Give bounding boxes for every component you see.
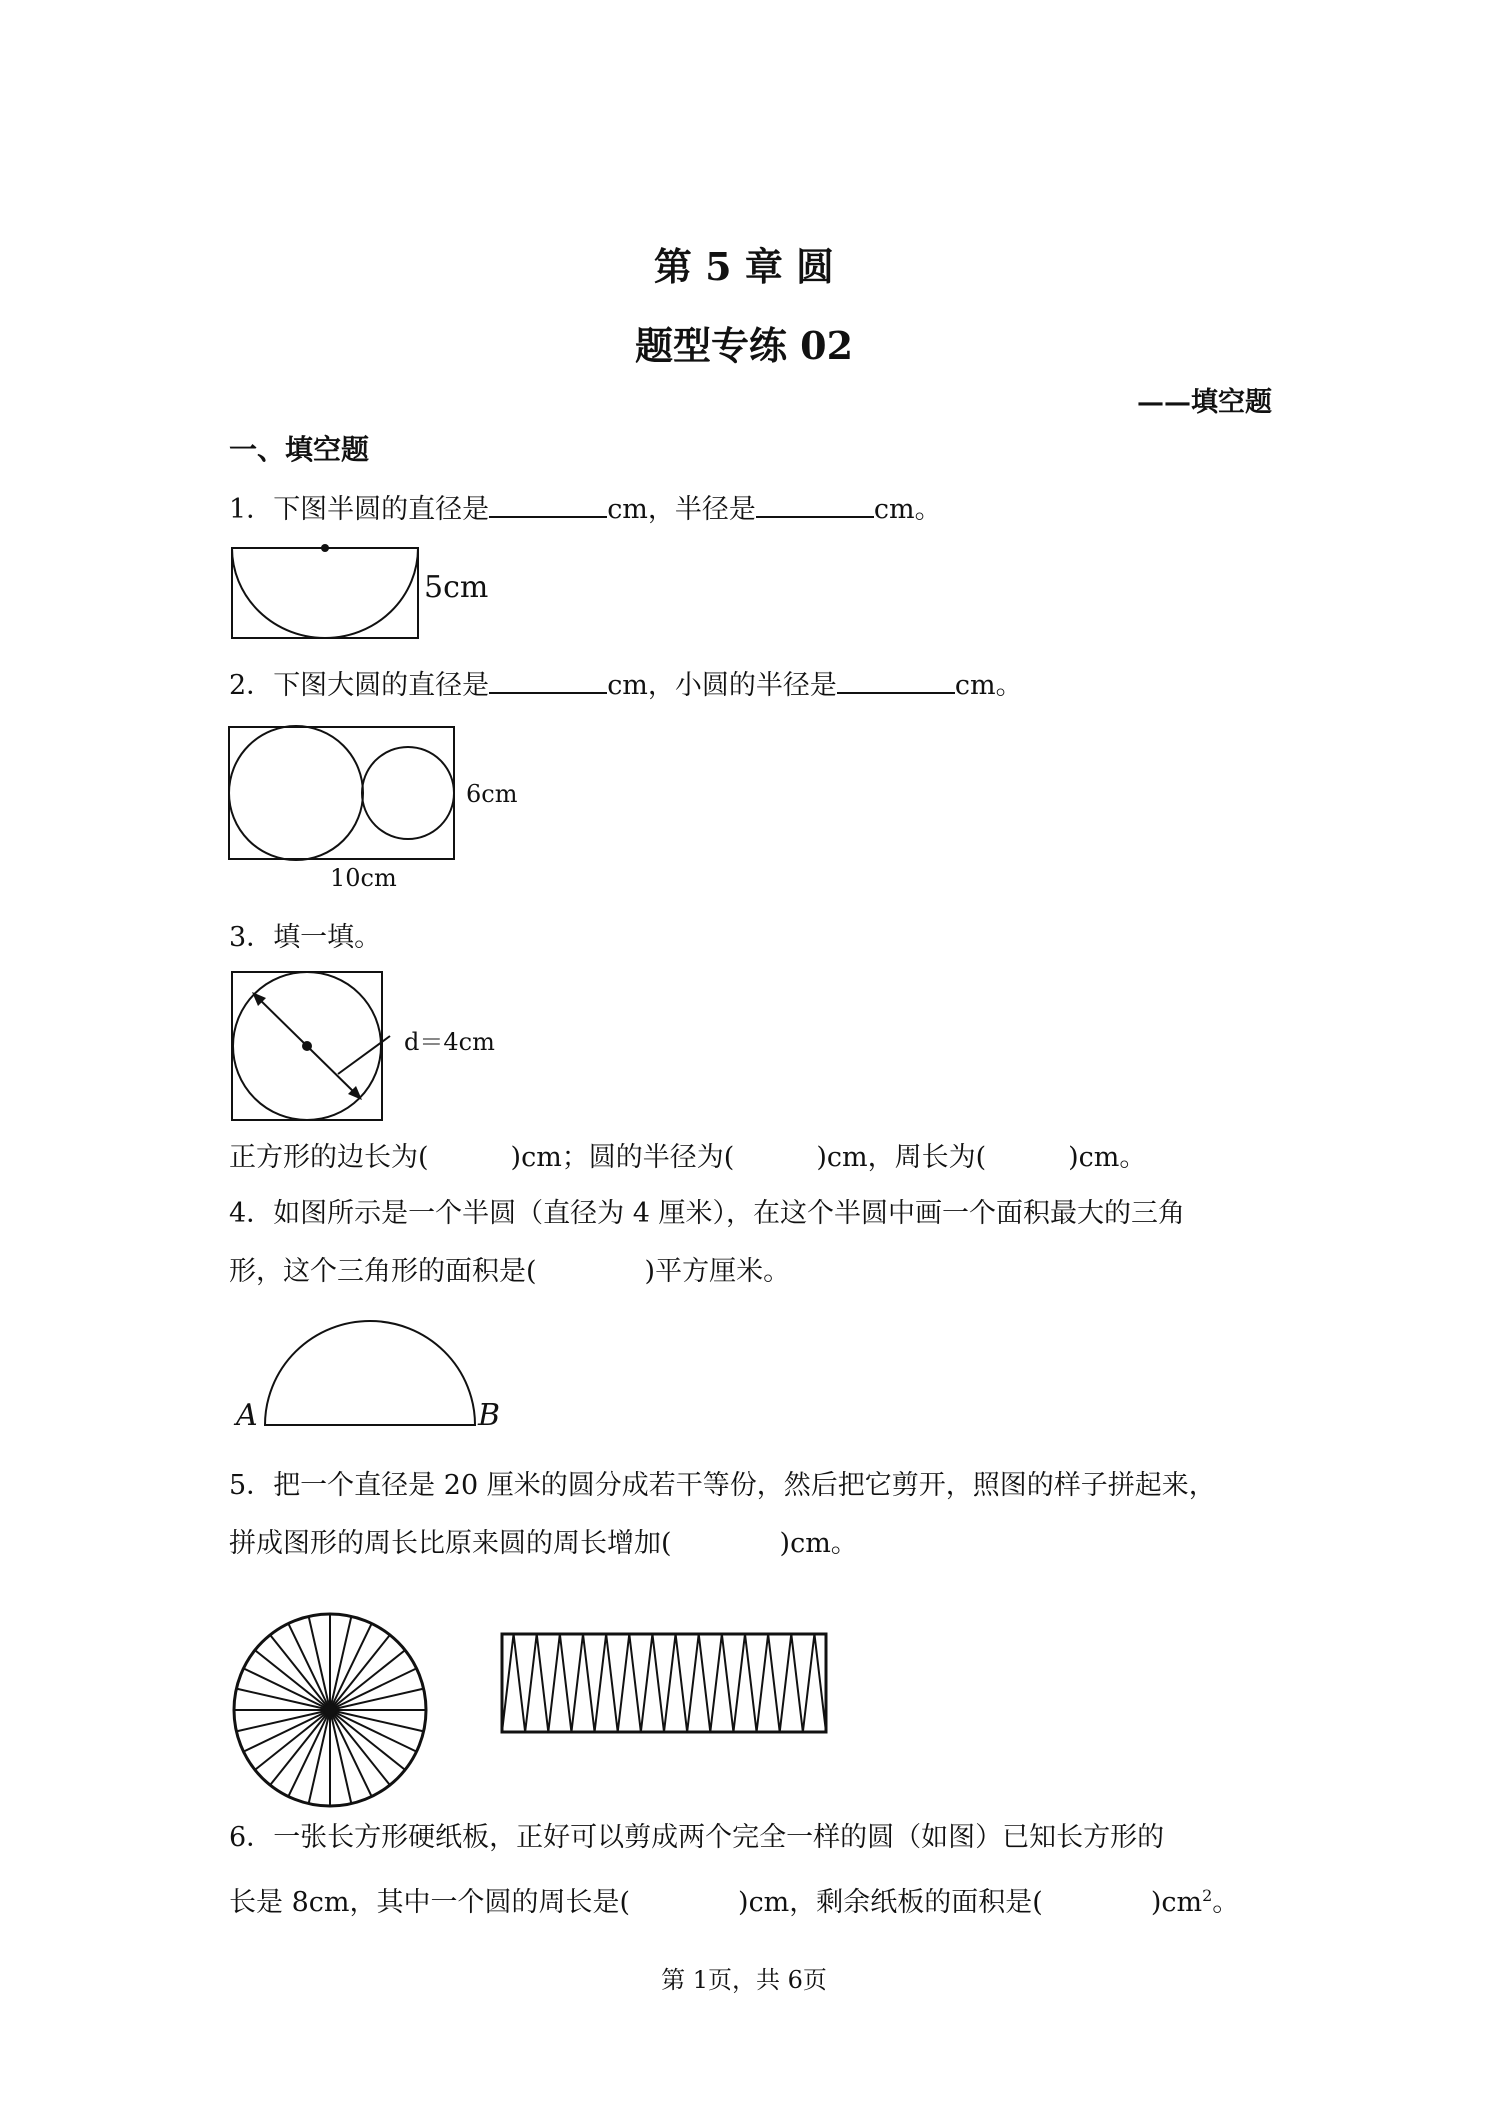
- answer-blank[interactable]: [756, 488, 874, 518]
- question-1: [229, 488, 942, 530]
- question-6-line-2: [229, 1876, 1239, 1923]
- center-dot: [321, 544, 329, 552]
- question-6-line-1: [229, 1818, 1164, 1858]
- question-text: 长是 8cm，其中一个圆的周长是(: [229, 1887, 631, 1918]
- question-number: 6．: [229, 1822, 274, 1853]
- question-text: )cm，周长为(: [816, 1142, 987, 1173]
- section-title: 一、填空题: [229, 433, 370, 466]
- question-text: )cm: [1150, 1887, 1203, 1918]
- question-number: 3．: [229, 922, 274, 953]
- semicircle-in-rectangle-figure: [230, 540, 420, 640]
- question-text: cm。: [954, 670, 1023, 701]
- question-text: 。: [1212, 1887, 1240, 1918]
- question-text: 把一个直径是 20 厘米的圆分成若干等份，然后把它剪开，照图的样子拼起来，: [273, 1470, 1216, 1501]
- two-circles-in-rectangle-figure: [228, 726, 458, 862]
- large-circle-shape: [229, 726, 363, 860]
- question-3: [229, 918, 381, 958]
- circle-in-square-figure: [230, 970, 390, 1122]
- figure-label-6cm: 6cm: [466, 780, 518, 808]
- rectangle-shape: [229, 727, 454, 859]
- superscript: 2: [1202, 1886, 1213, 1905]
- figure-label-10cm: 10cm: [330, 864, 397, 892]
- zigzag-sector-edges: [502, 1634, 826, 1732]
- question-text: cm，小圆的半径是: [607, 670, 837, 701]
- question-text: cm。: [873, 494, 942, 525]
- question-text: )平方厘米。: [644, 1256, 791, 1287]
- question-text: 正方形的边长为(: [229, 1142, 429, 1173]
- question-5-line-2: [229, 1524, 858, 1564]
- question-text: )cm。: [779, 1528, 858, 1559]
- question-number: 4．: [229, 1198, 274, 1229]
- question-number: 1．: [229, 494, 274, 525]
- question-4-line-1: [229, 1194, 1185, 1234]
- figure-label-5cm: 5cm: [424, 570, 489, 605]
- page-subtitle: 题型专练 02: [634, 323, 854, 368]
- page-footer: 第 1页，共 6页: [661, 1966, 827, 1994]
- question-text: 下图大圆的直径是: [273, 670, 490, 701]
- rectangle-shape: [232, 548, 418, 638]
- semicircle-shape: [232, 548, 418, 638]
- question-5-line-1: [229, 1466, 1216, 1506]
- question-type-tag: ——填空题: [1137, 387, 1272, 418]
- question-number: 2．: [229, 670, 274, 701]
- question-text: cm，半径是: [607, 494, 756, 525]
- question-number: 5．: [229, 1470, 274, 1501]
- question-text: 如图所示是一个半圆（直径为 4 厘米），在这个半圆中画一个面积最大的三角: [273, 1198, 1186, 1229]
- center-dot: [302, 1041, 312, 1051]
- question-text: )cm，剩余纸板的面积是(: [738, 1887, 1043, 1918]
- point-label-a: A: [236, 1398, 258, 1433]
- question-2: [229, 664, 1023, 706]
- sector-circle-figure: [230, 1610, 430, 1810]
- semicircle-ab-figure: [260, 1320, 480, 1430]
- answer-blank[interactable]: [489, 664, 607, 694]
- chapter-title: 第 5 章 圆: [653, 244, 835, 289]
- question-text: 一张长方形硬纸板，正好可以剪成两个完全一样的圆（如图）已知长方形的: [273, 1822, 1165, 1853]
- answer-blank[interactable]: [489, 488, 607, 518]
- semicircle-shape: [265, 1321, 475, 1425]
- question-3-answers: [229, 1138, 1146, 1178]
- question-text: 拼成图形的周长比原来圆的周长增加(: [229, 1528, 672, 1559]
- question-4-line-2: [229, 1252, 790, 1292]
- figure-label-diameter: d＝4cm: [404, 1028, 495, 1056]
- question-text: 下图半圆的直径是: [273, 494, 490, 525]
- rearranged-sectors-figure: [500, 1632, 830, 1736]
- point-label-b: B: [478, 1398, 501, 1433]
- question-text: 填一填。: [273, 922, 382, 953]
- question-text: 形，这个三角形的面积是(: [229, 1256, 537, 1287]
- question-text: )cm。: [1068, 1142, 1147, 1173]
- question-text: )cm；圆的半径为(: [510, 1142, 735, 1173]
- small-circle-shape: [362, 747, 454, 839]
- answer-blank[interactable]: [837, 664, 955, 694]
- center-dot: [324, 1704, 336, 1716]
